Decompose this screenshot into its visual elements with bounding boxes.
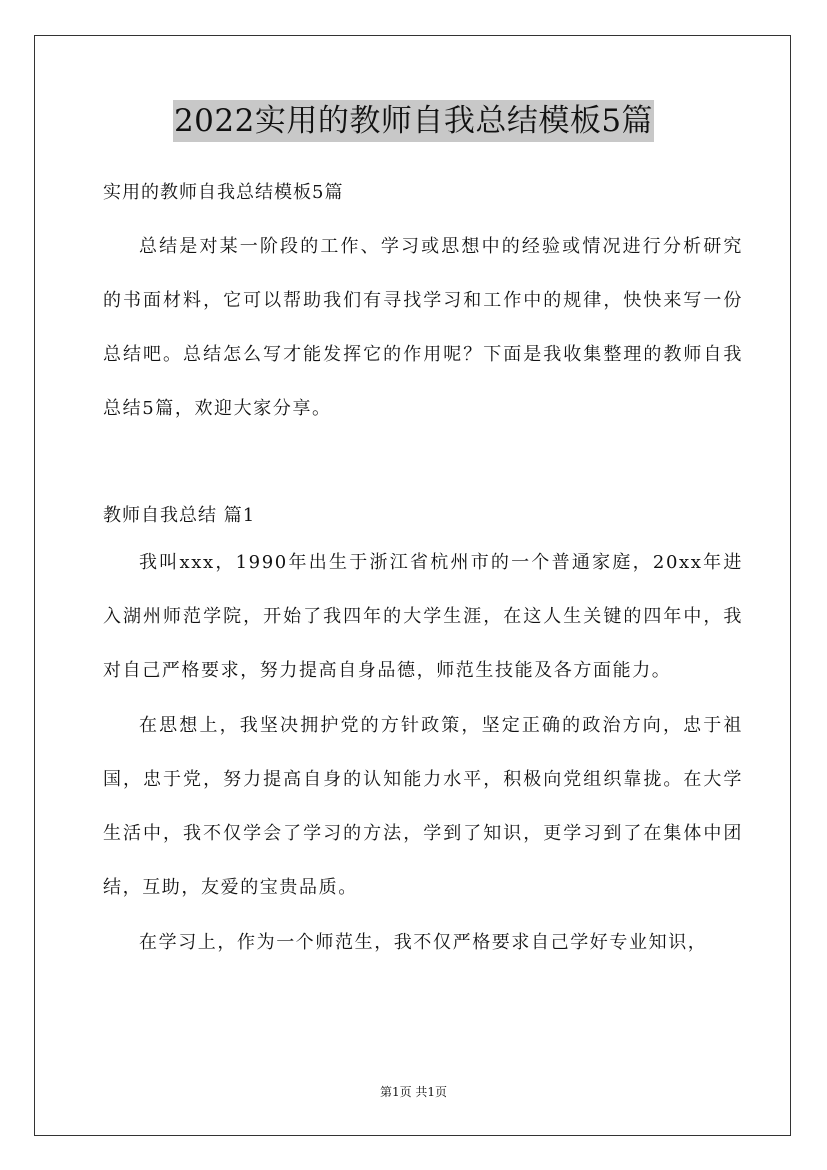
document-body — [103, 180, 743, 970]
section-paragraph-3: 在学习上，作为一个师范生，我不仅严格要求自己学好专业知识， — [139, 932, 708, 953]
document-title: 2022实用的教师自我总结模板5篇 — [173, 100, 654, 142]
intro-paragraph: 总结是对某一阶段的工作、学习或思想中的经验或情况进行分析研究的书面材料，它可以帮助我们有寻找学习和工作中的规律，快快来写一份总结吧。总结怎么写才能发挥它的作用呢？下面是我收集整理的教师自我总结5篇，欢迎大家分享。 — [103, 236, 743, 419]
section-paragraph-2: 在思想上，我坚决拥护党的方针政策，坚定正确的政治方向，忠于祖国，忠于党，努力提高自身的认知能力水平，积极向党组织靠拢。在大学生活中，我不仅学会了学习的方法，学到了知识，更学习到了在集体中团结，互助，友爱的宝贵品质。 — [103, 715, 743, 898]
page-footer: 第1页 共1页 — [379, 1085, 448, 1099]
section-heading: 教师自我总结 篇1 — [103, 505, 256, 526]
title-container — [0, 100, 827, 142]
section-paragraph-1: 我叫xxx，1990年出生于浙江省杭州市的一个普通家庭，20xx年进入湖州师范学院，开始了我四年的大学生涯，在这人生关键的四年中，我对自己严格要求，努力提高自身品德，师范生技能及各方面能力。 — [103, 552, 743, 681]
document-subtitle: 实用的教师自我总结模板5篇 — [103, 182, 344, 203]
